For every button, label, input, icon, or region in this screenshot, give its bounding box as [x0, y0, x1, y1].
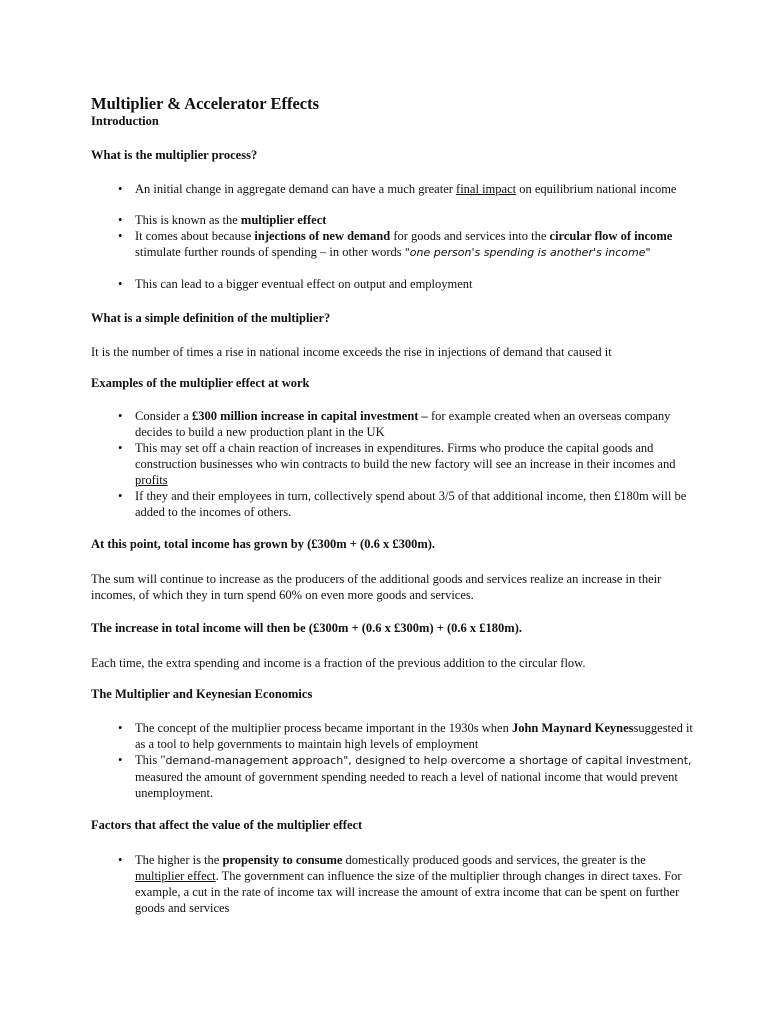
bullet-marker: •	[118, 409, 123, 423]
bullet-marker: •	[118, 489, 123, 503]
underlined-term: profits	[135, 473, 168, 487]
bullet-marker: •	[118, 441, 123, 455]
list-item: An initial change in aggregate demand can have a much greater final impact on equilibrium national income	[135, 182, 677, 196]
list-item: This is known as the multiplier effect	[135, 213, 327, 227]
list-item: This can lead to a bigger eventual effect on output and employment	[135, 277, 473, 291]
underlined-term: multiplier effect	[135, 869, 216, 883]
bullet-marker: •	[118, 753, 123, 767]
section-heading-simple-definition: What is a simple definition of the multiplier?	[91, 311, 331, 325]
section-heading-multiplier-process: What is the multiplier process?	[91, 148, 258, 162]
underlined-term: final impact	[456, 182, 517, 196]
list-item: The concept of the multiplier process became important in the 1930s when John Maynard Keynessuggested it as a tool to help governments to maintain high levels of employment	[135, 721, 693, 751]
bullet-marker: •	[118, 277, 123, 291]
list-item: The higher is the propensity to consume domestically produced goods and services, the greater is the multiplier effect. The government can influence the size of the multiplier through changes in direct taxes. For example, a cut in the rate of income tax will increase the amount of extra income that can be spent on further goods and services	[135, 853, 682, 915]
bullet-marker: •	[118, 229, 123, 243]
list-item: Consider a £300 million increase in capital investment – for example created when an overseas company decides to build a new production plant in the UK	[135, 409, 671, 439]
handwritten-quote: "one person's spending is another's income"	[404, 246, 651, 259]
list-item: This may set off a chain reaction of increases in expenditures. Firms who produce the capital goods and construction businesses who win contracts to build the new factory will see an increase in their incomes and profits	[135, 441, 676, 487]
section-heading-total-income: At this point, total income has grown by (£300m + (0.6 x £300m).	[91, 537, 436, 551]
document-subtitle: Introduction	[91, 114, 159, 128]
section-heading-examples: Examples of the multiplier effect at work	[91, 376, 310, 390]
paragraph: The sum will continue to increase as the producers of the additional goods and services realize an increase in their incomes, of which they in turn spend 60% on even more goods and services.	[91, 572, 662, 602]
list-item: It comes about because injections of new demand for goods and services into the circular flow of income stimulate further rounds of spending – in other words "one person's spending is another's income"	[135, 229, 673, 259]
bullet-marker: •	[118, 721, 123, 735]
paragraph: It is the number of times a rise in national income exceeds the rise in injections of demand that caused it	[91, 345, 612, 359]
list-item: This "demand-management approach", designed to help overcome a shortage of capital investment, measured the amount of government spending needed to reach a level of national income that would prevent unemployment.	[135, 753, 692, 800]
paragraph: Each time, the extra spending and income is a fraction of the previous addition to the circular flow.	[91, 656, 586, 670]
section-heading-factors: Factors that affect the value of the multiplier effect	[91, 818, 363, 832]
document-title: Multiplier & Accelerator Effects	[91, 94, 320, 113]
section-heading-increase-total-income: The increase in total income will then be (£300m + (0.6 x £300m) + (0.6 x £180m).	[91, 621, 522, 635]
bullet-marker: •	[118, 213, 123, 227]
section-heading-keynesian: The Multiplier and Keynesian Economics	[91, 687, 313, 701]
bullet-marker: •	[118, 182, 123, 196]
list-item: If they and their employees in turn, collectively spend about 3/5 of that additional income, then £180m will be added to the incomes of others.	[135, 489, 687, 519]
bullet-marker: •	[118, 853, 123, 867]
handwritten-phrase: demand-management approach", designed to help overcome a shortage of capital investment,	[165, 754, 692, 767]
